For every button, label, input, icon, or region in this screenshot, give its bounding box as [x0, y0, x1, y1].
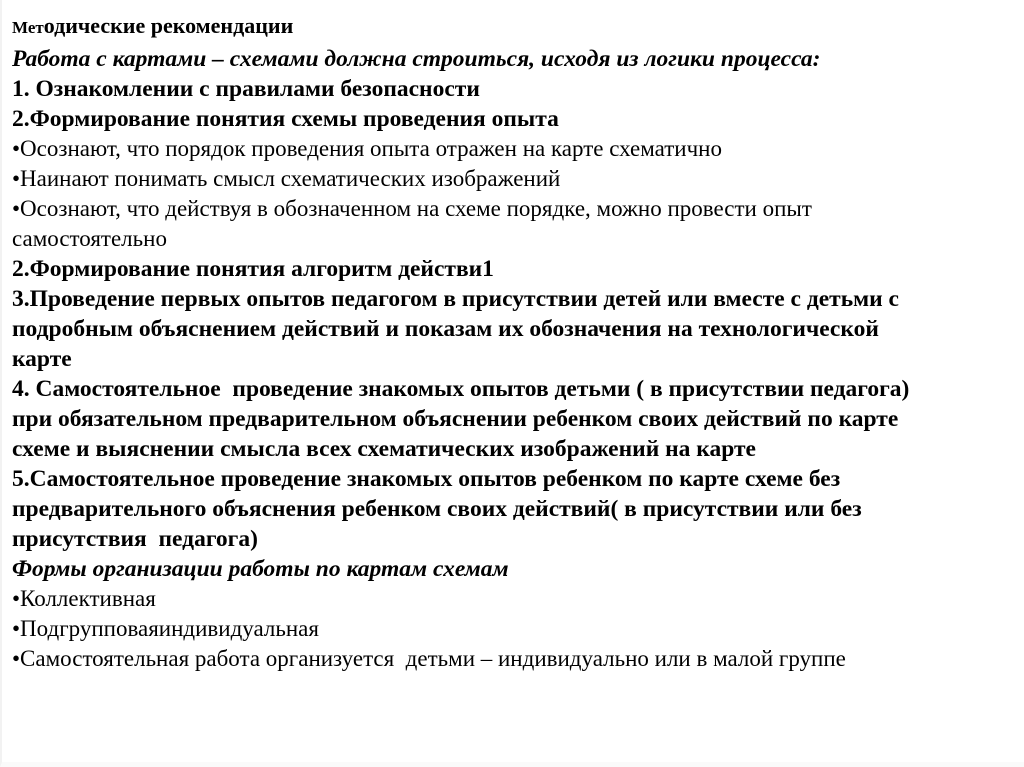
text-line: самостоятельно: [12, 226, 167, 251]
text-line: при обязательном предварительном объяснении ребенком своих действий по карте: [12, 406, 899, 432]
text-line: •Подгрупповаяиндивидуальная: [12, 616, 319, 641]
text-line: предварительного объяснения ребенком своих действий( в присутствии или без: [12, 496, 862, 522]
text-line: •Осознают, что действуя в обозначенном на схеме порядке, можно провести опыт: [12, 196, 812, 221]
slide-title-prefix: Мет: [12, 18, 44, 37]
text-line: •Самостоятельная работа организуется детьми – индивидуально или в малой группе: [12, 646, 846, 671]
text-line: 2.Формирование понятия алгоритм действи1: [12, 256, 494, 282]
text-line: •Осознают, что порядок проведения опыта отражен на карте схематично: [12, 136, 722, 161]
text-line: 4. Самостоятельное проведение знакомых опытов детьми ( в присутствии педагога): [12, 376, 910, 402]
text-line: •Наинают понимать смысл схематических изображений: [12, 166, 561, 191]
slide-content: [12, 10, 1018, 674]
text-line: Работа с картами – схемами должна строиться, исходя из логики процесса:: [12, 46, 821, 72]
text-line: 2.Формирование понятия схемы проведения опыта: [12, 106, 559, 132]
text-line: карте: [12, 346, 72, 372]
slide-body: [12, 44, 1018, 674]
text-line: схеме и выяснении смысла всех схематических изображений на карте: [12, 436, 756, 462]
text-line: Формы организации работы по картам схемам: [12, 556, 509, 582]
text-line: 5.Самостоятельное проведение знакомых опытов ребенком по карте схеме без: [12, 466, 841, 492]
text-line: 1. Ознакомлении с правилами безопасности: [12, 76, 480, 102]
text-line: подробным объяснением действий и показам их обозначения на технологической: [12, 316, 879, 342]
text-line: 3.Проведение первых опытов педагогом в присутствии детей или вместе с детьми с: [12, 286, 899, 312]
text-line: •Коллективная: [12, 586, 156, 611]
slide-title: [12, 10, 1018, 44]
text-line: присутствия педагога): [12, 526, 258, 552]
slide-title-rest: одические рекомендации: [43, 13, 294, 38]
